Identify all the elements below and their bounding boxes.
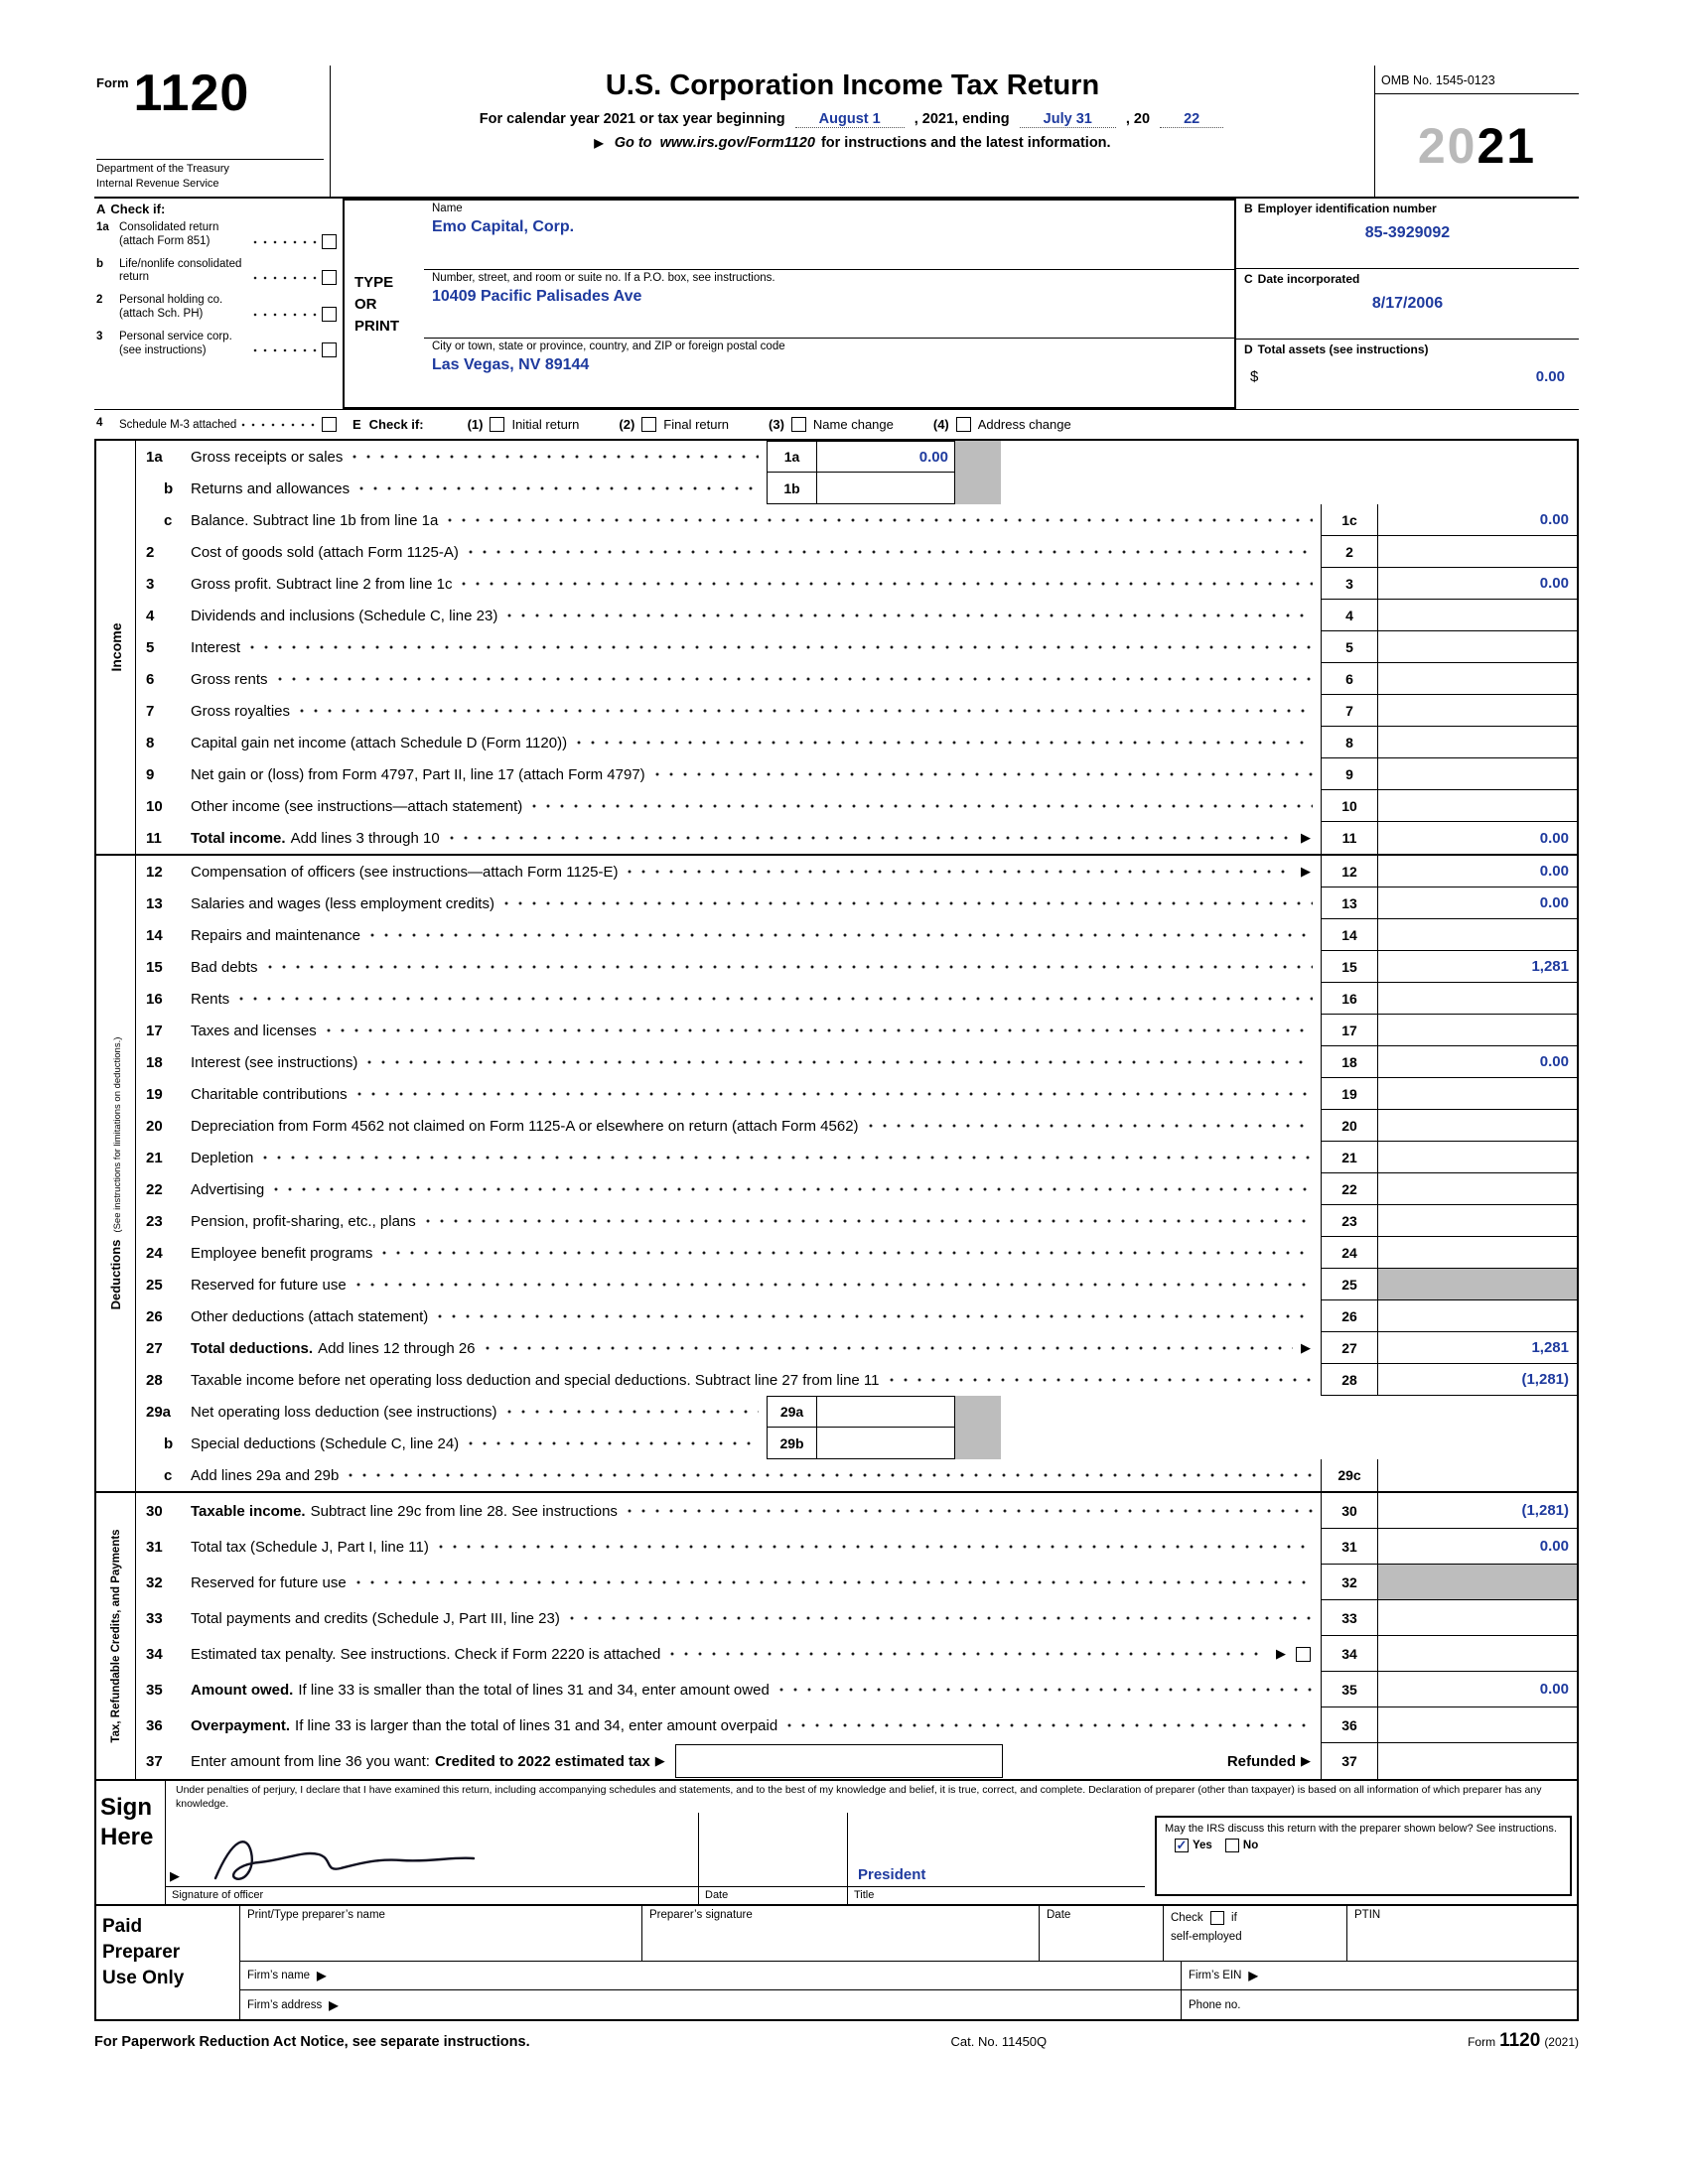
dotted-leader — [251, 273, 319, 283]
line-3: 3 Gross profit. Subtract line 2 from line 1c 3 0.00 — [136, 568, 1577, 600]
income-side-label: Income — [96, 441, 136, 854]
line-26: 26 Other deductions (attach statement) 26 — [136, 1300, 1577, 1332]
page-title: U.S. Corporation Income Tax Return — [605, 69, 1100, 101]
amount-22[interactable] — [1378, 1173, 1577, 1205]
amount-10[interactable] — [1378, 790, 1577, 822]
dotted-leader — [504, 610, 1313, 621]
page-footer — [94, 2030, 1579, 2052]
arrow-icon: ▶ — [594, 136, 604, 150]
checkbox-irs-discuss-no[interactable] — [1225, 1839, 1239, 1852]
option-name-change: (3) Name change — [769, 417, 894, 432]
title-cell: President Title — [847, 1813, 1145, 1904]
checkbox-personal-service-corp[interactable] — [322, 342, 337, 357]
shaded-cell — [1378, 1269, 1577, 1300]
section-a-checklist — [94, 199, 343, 409]
dotted-leader — [324, 1024, 1313, 1036]
catalog-number: Cat. No. 11450Q — [950, 2034, 1048, 2050]
line-33: 33 Total payments and credits (Schedule J, Part III, line 23) 33 — [136, 1600, 1577, 1636]
dotted-leader — [353, 1279, 1313, 1291]
officer-signature-cell — [166, 1813, 698, 1904]
line-14: 14 Repairs and maintenance 14 — [136, 919, 1577, 951]
dotted-leader — [236, 993, 1313, 1005]
line-19: 19 Charitable contributions 19 — [136, 1078, 1577, 1110]
item-personal-holding: 2 Personal holding co. (attach Sch. PH) — [96, 294, 337, 322]
line-17: 17 Taxes and licenses 17 — [136, 1015, 1577, 1046]
paid-preparer-section — [96, 1906, 1577, 2019]
line-23: 23 Pension, profit-sharing, etc., plans 23 — [136, 1205, 1577, 1237]
shaded-cell — [955, 1396, 1001, 1428]
amount-6[interactable] — [1378, 663, 1577, 695]
amount-4[interactable] — [1378, 600, 1577, 631]
amount-29c[interactable] — [1378, 1459, 1577, 1491]
irs-url: www.irs.gov/Form1120 — [659, 135, 815, 151]
arrow-icon: ▶ — [170, 1868, 180, 1884]
date-incorporated-cell: C Date incorporated 8/17/2006 — [1236, 269, 1579, 340]
amount-3[interactable]: 0.00 — [1378, 568, 1577, 600]
name-field — [424, 201, 1234, 270]
arrow-icon: ▶ — [329, 1997, 339, 2012]
phone-cell[interactable]: Phone no. — [1189, 1998, 1241, 2011]
name-label: Name — [432, 203, 463, 214]
line-6: 6 Gross rents 6 — [136, 663, 1577, 695]
line-24: 24 Employee benefit programs 24 — [136, 1237, 1577, 1269]
line-8: 8 Capital gain net income (attach Schedule D (Form 1120)) 8 — [136, 727, 1577, 758]
line-7: 7 Gross royalties 7 — [136, 695, 1577, 727]
line-29b: b Special deductions (Schedule C, line 24) 29b — [136, 1428, 1577, 1459]
amount-19[interactable] — [1378, 1078, 1577, 1110]
ein-cell: B Employer identification number 85-3929092 — [1236, 199, 1579, 269]
arrow-icon: ▶ — [654, 1753, 665, 1768]
officer-signature — [208, 1829, 535, 1892]
sign-here-label: Sign Here — [96, 1781, 166, 1904]
checkbox-final-return[interactable] — [641, 417, 656, 432]
amount-7[interactable] — [1378, 695, 1577, 727]
irs-discuss-box: May the IRS discuss this return with the preparer shown below? See instructions. ✓ Yes No — [1155, 1816, 1572, 1896]
dotted-leader — [447, 832, 1293, 844]
street-field — [424, 270, 1234, 340]
shaded-cell — [955, 473, 1001, 504]
amount-1c[interactable]: 0.00 — [1378, 504, 1577, 536]
line-10: 10 Other income (see instructions—attach statement) 10 — [136, 790, 1577, 822]
dotted-leader — [251, 310, 319, 320]
line-12: 12 Compensation of officers (see instructions—attach Form 1125-E) ▶ 12 0.00 — [136, 856, 1577, 887]
shaded-cell — [1378, 1565, 1577, 1600]
preparer-signature-cell[interactable]: Preparer’s signature — [642, 1906, 1040, 1961]
dotted-leader — [529, 800, 1313, 812]
total-assets-cell: D Total assets (see instructions) $ 0.00 — [1244, 342, 1565, 385]
dotted-leader — [466, 1437, 759, 1449]
dotted-leader — [887, 1374, 1314, 1386]
amount-20[interactable] — [1378, 1110, 1577, 1142]
line-32: 32 Reserved for future use 32 — [136, 1565, 1577, 1600]
amount-16[interactable] — [1378, 983, 1577, 1015]
dotted-leader — [265, 961, 1313, 973]
sign-date-entry[interactable] — [699, 1813, 847, 1887]
option-address-change: (4) Address change — [932, 417, 1071, 432]
amount-21[interactable] — [1378, 1142, 1577, 1173]
deductions-section — [96, 856, 1577, 1493]
amount-12[interactable]: 0.00 — [1378, 856, 1577, 887]
tax-year-end-value[interactable]: July 31 — [1020, 111, 1116, 128]
dotted-leader — [866, 1120, 1313, 1132]
amount-23[interactable] — [1378, 1205, 1577, 1237]
agency-block: Department of the Treasury Internal Revenue Service — [96, 159, 324, 195]
line-4: 4 Dividends and inclusions (Schedule C, line 23) 4 — [136, 600, 1577, 631]
income-section — [96, 441, 1577, 856]
arrow-icon: ▶ — [1248, 1969, 1258, 1983]
amount-30[interactable]: (1,281) — [1378, 1493, 1577, 1529]
checkbox-self-employed[interactable] — [1210, 1911, 1224, 1925]
dotted-leader — [459, 578, 1313, 590]
dotted-leader — [251, 237, 319, 247]
dotted-leader — [353, 1576, 1313, 1588]
amount-37[interactable] — [1378, 1743, 1577, 1779]
entity-region — [94, 199, 1579, 409]
arrow-icon: ▶ — [1301, 1753, 1311, 1768]
line-36: 36 Overpayment. If line 33 is larger than the total of lines 31 and 34, enter amount overpaid 36 — [136, 1707, 1577, 1743]
line-21: 21 Depletion 21 — [136, 1142, 1577, 1173]
title-entry[interactable] — [848, 1813, 1145, 1887]
dotted-leader — [776, 1684, 1313, 1696]
line-29c: c Add lines 29a and 29b 29c — [136, 1459, 1577, 1491]
shaded-cell — [955, 441, 1001, 473]
tax-side-label: Tax, Refundable Credits, and Payments — [96, 1493, 136, 1779]
line-13: 13 Salaries and wages (less employment credits) 13 0.00 — [136, 887, 1577, 919]
line-22: 22 Advertising 22 — [136, 1173, 1577, 1205]
amount-11[interactable]: 0.00 — [1539, 829, 1569, 847]
dotted-leader — [574, 737, 1313, 749]
line-25: 25 Reserved for future use 25 — [136, 1269, 1577, 1300]
option-final-return: (2) Final return — [619, 417, 730, 432]
dotted-leader — [501, 897, 1313, 909]
line-29a: 29a Net operating loss deduction (see instructions) 29a — [136, 1396, 1577, 1428]
preparer-name-cell[interactable]: Print/Type preparer’s name — [240, 1906, 642, 1961]
dotted-leader — [504, 1406, 760, 1418]
dotted-leader — [784, 1719, 1313, 1731]
perjury-statement: Under penalties of perjury, I declare that I have examined this return, including accompanying schedules and statements, and to the best of my knowledge and belief, it is true, correct, and complete. Declaration of preparer (other than taxpayer) is based on all information of which preparer has any knowledge. — [176, 1784, 1542, 1810]
street-label: Number, street, and room or suite no. If a P.O. box, see instructions. — [432, 271, 775, 284]
line-15: 15 Bad debts 15 1,281 — [136, 951, 1577, 983]
form-id-block — [94, 66, 331, 197]
dotted-leader — [483, 1342, 1293, 1354]
ptin-cell[interactable]: PTIN — [1354, 1909, 1381, 1922]
dotted-leader — [435, 1310, 1313, 1322]
dotted-leader — [247, 641, 1313, 653]
dotted-leader — [466, 546, 1313, 558]
dotted-leader — [625, 1505, 1313, 1517]
checkbox-life-nonlife-consolidated[interactable] — [322, 270, 337, 285]
tax-year-begin-value[interactable]: August 1 — [795, 111, 905, 128]
arrow-icon: ▶ — [1301, 830, 1311, 845]
line-37: 37 Enter amount from line 36 you want: Credited to 2022 estimated tax ▶ Refunded ▶ 37 — [136, 1743, 1577, 1779]
amount-31[interactable]: 0.00 — [1378, 1529, 1577, 1565]
signature-entry[interactable] — [166, 1813, 698, 1887]
signature-of-officer-label: Signature of officer — [172, 1889, 264, 1902]
credited-2022-entry[interactable] — [675, 1744, 1003, 1778]
dotted-leader — [346, 1469, 1313, 1481]
form-footer-id: Form 1120 (2021) — [1468, 2030, 1579, 2052]
dotted-leader — [367, 929, 1313, 941]
firm-address-cell[interactable]: Firm’s address ▶ — [240, 1990, 1182, 2019]
checkbox-irs-discuss-yes[interactable]: ✓ — [1176, 1838, 1188, 1853]
dotted-leader — [625, 866, 1293, 878]
form-number: 1120 — [133, 65, 250, 122]
dotted-leader — [652, 768, 1313, 780]
amount-29a[interactable] — [816, 1396, 955, 1428]
firm-name-cell[interactable]: Firm’s name ▶ — [240, 1962, 1182, 1989]
dotted-leader — [251, 345, 319, 355]
amount-18[interactable]: 0.00 — [1378, 1046, 1577, 1078]
city-label: City or town, state or province, country, and ZIP or foreign postal code — [432, 341, 785, 353]
amount-33[interactable] — [1378, 1600, 1577, 1636]
amount-29b[interactable] — [816, 1428, 955, 1459]
dotted-leader — [567, 1612, 1313, 1624]
preparer-date-cell[interactable]: Date — [1040, 1906, 1164, 1961]
line-1a: 1a Gross receipts or sales 1a 0.00 — [136, 441, 1577, 473]
line-34: 34 Estimated tax penalty. See instructions. Check if Form 2220 is attached ▶ 34 — [136, 1636, 1577, 1672]
checkbox-initial-return[interactable] — [490, 417, 504, 432]
amount-36[interactable] — [1378, 1707, 1577, 1743]
firm-ein-cell[interactable]: Firm’s EIN ▶ — [1189, 1969, 1258, 1983]
tax-section — [96, 1493, 1577, 1781]
line-27: 27 Total deductions. Add lines 12 through 26 ▶ 27 1,281 — [136, 1332, 1577, 1364]
title-value[interactable]: President — [858, 1866, 926, 1884]
dotted-leader — [356, 482, 759, 494]
row-e: 4 Schedule M-3 attached E Check if: (1) Initial return (2) Final return (3) Name change (4) Address change — [94, 409, 1579, 439]
line-20: 20 Depreciation from Form 4562 not claimed on Form 1125-A or elsewhere on return (attach Form 4562) 20 — [136, 1110, 1577, 1142]
amount-35[interactable]: 0.00 — [1378, 1672, 1577, 1707]
paid-preparer-label: Paid Preparer Use Only — [96, 1906, 240, 2019]
deductions-side-label: Deductions(See instructions for limitations on deductions.) — [96, 856, 136, 1491]
amount-24[interactable] — [1378, 1237, 1577, 1269]
line-28: 28 Taxable income before net operating loss deduction and special deductions. Subtract line 27 from line 11 28 (1,281) — [136, 1364, 1577, 1396]
tax-year-end-yy-value[interactable]: 22 — [1160, 111, 1223, 128]
section-a-heading: A Check if: — [96, 202, 166, 216]
amount-27[interactable]: 1,281 — [1378, 1332, 1577, 1364]
omb-year-block — [1375, 66, 1579, 197]
dotted-leader — [445, 514, 1313, 526]
checkbox-consolidated-return[interactable] — [322, 234, 337, 249]
arrow-icon: ▶ — [1301, 864, 1311, 879]
company-name-value[interactable]: Emo Capital, Corp. — [432, 218, 575, 235]
arrow-icon: ▶ — [1276, 1646, 1286, 1661]
ein-value[interactable]: 85-3929092 — [1364, 224, 1451, 241]
item-life-nonlife: b Life/nonlife consolidated return — [96, 258, 337, 286]
type-or-print-label: TYPE OR PRINT — [354, 273, 399, 335]
sign-date-cell: Date — [698, 1813, 847, 1904]
total-assets-value[interactable]: 0.00 — [1535, 368, 1565, 385]
amount-15[interactable]: 1,281 — [1378, 951, 1577, 983]
dotted-leader — [423, 1215, 1313, 1227]
street-value[interactable]: 10409 Pacific Palisades Ave — [432, 287, 642, 305]
amount-17[interactable] — [1378, 1015, 1577, 1046]
line-16: 16 Rents 16 — [136, 983, 1577, 1015]
dotted-leader — [667, 1648, 1268, 1660]
amount-13[interactable]: 0.00 — [1378, 887, 1577, 919]
line-1c: c Balance. Subtract line 1b from line 1a 1c 0.00 — [136, 504, 1577, 536]
amount-26[interactable] — [1378, 1300, 1577, 1332]
dotted-leader — [260, 1152, 1313, 1163]
city-value[interactable]: Las Vegas, NV 89144 — [432, 356, 590, 374]
line-5: 5 Interest 5 — [136, 631, 1577, 663]
entity-box — [343, 199, 1236, 409]
line-items-table — [94, 439, 1579, 2021]
dotted-leader — [436, 1541, 1313, 1553]
arrow-icon: ▶ — [1301, 1340, 1311, 1355]
omb-number: OMB No. 1545-0123 — [1375, 66, 1579, 94]
checkbox-personal-holding-co[interactable] — [322, 307, 337, 322]
amount-28[interactable]: (1,281) — [1378, 1364, 1577, 1396]
line-9: 9 Net gain or (loss) from Form 4797, Part II, line 17 (attach Form 4797) 9 — [136, 758, 1577, 790]
amount-1a[interactable]: 0.00 — [816, 441, 955, 473]
form-word: Form — [96, 75, 129, 90]
bcd-column — [1236, 199, 1579, 409]
dotted-leader — [297, 705, 1313, 717]
paperwork-notice: For Paperwork Reduction Act Notice, see separate instructions. — [94, 2034, 530, 2051]
tax-year-badge: 20 21 — [1417, 117, 1537, 174]
dotted-leader — [239, 420, 319, 430]
amount-8[interactable] — [1378, 727, 1577, 758]
checkbox-name-change[interactable] — [791, 417, 806, 432]
option-initial-return: (1) Initial return — [467, 417, 580, 432]
form-header — [94, 66, 1579, 199]
amount-2[interactable] — [1378, 536, 1577, 568]
amount-1b[interactable] — [816, 473, 955, 504]
dotted-leader — [275, 673, 1313, 685]
line-31: 31 Total tax (Schedule J, Part I, line 11) 31 0.00 — [136, 1529, 1577, 1565]
dotted-leader — [354, 1088, 1313, 1100]
dollar-sign: $ — [1250, 368, 1259, 385]
item-personal-service: 3 Personal service corp. (see instructions) — [96, 331, 337, 358]
amount-9[interactable] — [1378, 758, 1577, 790]
checkbox-form-2220[interactable] — [1296, 1647, 1311, 1662]
item-consolidated-return: 1a Consolidated return (attach Form 851) — [96, 221, 337, 249]
dotted-leader — [271, 1183, 1313, 1195]
tax-year-line: For calendar year 2021 or tax year beginning August 1 , 2021, ending July 31 , 20 22 — [339, 111, 1366, 127]
dotted-leader — [379, 1247, 1313, 1259]
checkbox-address-change[interactable] — [956, 417, 971, 432]
amount-14[interactable] — [1378, 919, 1577, 951]
line-2: 2 Cost of goods sold (attach Form 1125-A) 2 — [136, 536, 1577, 568]
form-title-block — [331, 66, 1375, 197]
line-18: 18 Interest (see instructions) 18 0.00 — [136, 1046, 1577, 1078]
amount-34[interactable] — [1378, 1636, 1577, 1672]
self-employed-cell: Check if self-employed — [1164, 1906, 1347, 1961]
city-field — [424, 339, 1234, 407]
date-incorporated-value[interactable]: 8/17/2006 — [1371, 295, 1444, 312]
line-1b: b Returns and allowances 1b — [136, 473, 1577, 504]
amount-5[interactable] — [1378, 631, 1577, 663]
sign-here-section — [96, 1781, 1577, 1906]
arrow-icon: ▶ — [317, 1969, 327, 1983]
line-35: 35 Amount owed. If line 33 is smaller than the total of lines 31 and 34, enter amount owed 35 0.00 — [136, 1672, 1577, 1707]
goto-line: ▶ Go to www.irs.gov/Form1120 for instructions and the latest information. — [594, 135, 1111, 151]
item-schedule-m3: 4 Schedule M-3 attached — [94, 417, 343, 432]
line-11: 11 Total income. Add lines 3 through 10 ▶ 11 0.00 — [136, 822, 1577, 854]
dotted-leader — [350, 451, 759, 463]
line-30: 30 Taxable income. Subtract line 29c from line 28. See instructions 30 (1,281) — [136, 1493, 1577, 1529]
dotted-leader — [364, 1056, 1313, 1068]
shaded-cell — [955, 1428, 1001, 1459]
checkbox-schedule-m3[interactable] — [322, 417, 337, 432]
